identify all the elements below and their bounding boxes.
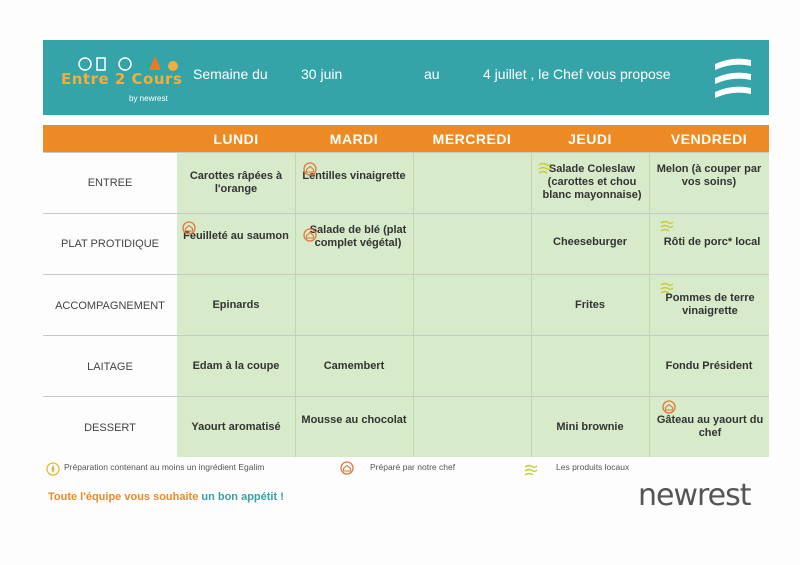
menu-cell: Cheeseburger: [553, 236, 627, 248]
menu-row-entree: [43, 152, 769, 214]
menu-cell: Pommes de terre vinaigrette: [665, 292, 755, 317]
local-produce-icon: [660, 218, 674, 232]
menu-cell: Epinards: [212, 299, 260, 311]
local-produce-icon: [660, 280, 674, 294]
menu-row-dessert: [43, 396, 769, 458]
row-label: LAITAGE: [87, 361, 133, 373]
day-mercredi: MERCREDI: [432, 131, 512, 147]
entre-2-cours-logo: [51, 48, 189, 108]
menu-cell: Gâteau au yaourt du chef: [656, 414, 764, 439]
footer-text-part1: Toute l'équipe vous souhaite: [48, 491, 202, 503]
logo-title: Entre 2 Cours: [61, 70, 183, 88]
legend-local-text: Les produits locaux: [556, 462, 630, 472]
start-date: 30 juin: [301, 66, 343, 82]
menu-cell: Mini brownie: [556, 421, 624, 433]
chef-house-icon: [303, 228, 317, 242]
menu-row-laitage: [43, 335, 769, 397]
menu-cell: Carottes râpées à l'orange: [189, 170, 283, 195]
day-jeudi: JEUDI: [568, 131, 612, 147]
local-produce-icon: [538, 160, 552, 174]
menu-cell: Salade Coleslaw (carottes et chou blanc mayonnaise): [542, 163, 642, 201]
menu-cell: Feuilleté au saumon: [183, 230, 289, 242]
row-label: ACCOMPAGNEMENT: [55, 300, 165, 312]
egalim-leaf-icon: [46, 462, 60, 476]
local-produce-icon: [524, 462, 538, 476]
au-label: au: [424, 66, 440, 82]
menu-cell: Rôti de porc* local: [663, 236, 761, 248]
header-banner: [43, 40, 769, 115]
end-date-text: 4 juillet , le Chef vous propose: [483, 66, 671, 82]
menu-cell: Melon (à couper par vos soins): [656, 163, 762, 188]
day-mardi: MARDI: [329, 131, 379, 147]
row-label: DESSERT: [84, 422, 136, 434]
chef-house-icon: [662, 400, 676, 414]
row-label: ENTREE: [87, 177, 133, 189]
day-lundi: LUNDI: [213, 131, 259, 147]
logo-byline: by newrest: [129, 94, 168, 103]
menu-cell: Lentilles vinaigrette: [302, 170, 406, 182]
menu-cell: Salade de blé (plat complet végétal): [309, 224, 407, 249]
newrest-wave-icon: [711, 54, 755, 102]
legend-chef-text: Préparé par notre chef: [370, 462, 456, 472]
semaine-label: Semaine du: [193, 66, 268, 82]
days-header-row: [43, 125, 769, 152]
menu-cell: Fondu Président: [665, 360, 753, 372]
chef-house-icon: [303, 162, 317, 176]
chef-house-icon: [182, 221, 196, 235]
row-label: PLAT PROTIDIQUE: [60, 238, 159, 250]
footer-text-part2: un bon appétit !: [201, 491, 284, 503]
menu-cell: Mousse au chocolat: [301, 414, 407, 426]
menu-cell: Edam à la coupe: [192, 360, 280, 372]
day-vendredi: VENDREDI: [670, 131, 748, 147]
menu-cell: Frites: [575, 299, 605, 311]
chef-house-icon: [340, 461, 354, 475]
menu-cell: Yaourt aromatisé: [191, 421, 281, 433]
menu-cell: Camembert: [323, 360, 385, 372]
footer-message: [48, 491, 284, 503]
newrest-logo: newrest: [638, 478, 751, 513]
legend-egalim-text: Préparation contenant au moins un ingrédient Egalim: [64, 462, 265, 472]
